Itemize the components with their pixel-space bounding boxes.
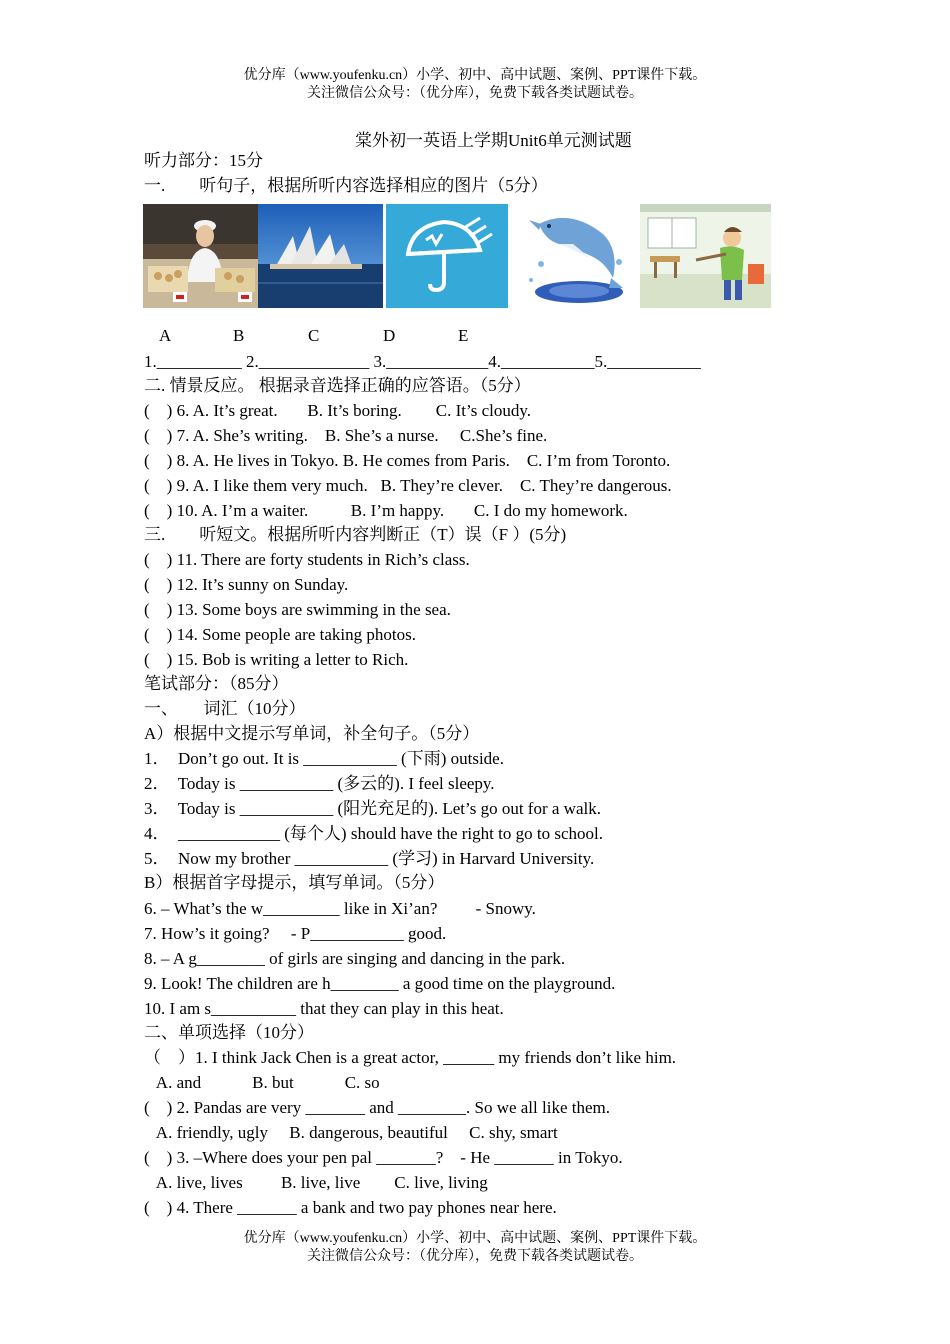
vocab-question-1: 1． Don’t go out. It is ___________ (下雨) outside. [144, 749, 504, 768]
vocab-question-7: 7. How’s it going? - P___________ good. [144, 924, 447, 943]
choice-question-2: ( ) 2. Pandas are very _______ and ________. So we all like them. [144, 1098, 610, 1117]
vocab-question-8: 8. – A g________ of girls are singing and dancing in the park. [144, 949, 566, 968]
picture-label-c: C [308, 326, 320, 345]
choice-question-4: ( ) 4. There _______ a bank and two pay phones near here. [144, 1198, 557, 1217]
vocab-question-3: 3． Today is ___________ (阳光充足的). Let’s go out for a walk. [144, 799, 601, 818]
vocab-question-5: 5． Now my brother ___________ (学习) in Harvard University. [144, 849, 595, 868]
vocab-question-10: 10. I am s__________ that they can play in this heat. [144, 999, 504, 1018]
question-10: ( ) 10. A. I’m a waiter. B. I’m happy. C. I do my homework. [144, 501, 628, 520]
picture-label-d: D [383, 326, 396, 345]
part3-instruction: 三. 听短文。根据所听内容判断正（T）误（F ）(5分) [144, 525, 567, 544]
vocab-question-2: 2． Today is ___________ (多云的). I feel sleepy. [144, 774, 495, 793]
picture-label-b: B [233, 326, 245, 345]
picture-d-dolphin [515, 204, 633, 308]
question-8: ( ) 8. A. He lives in Tokyo. B. He comes from Paris. C. I’m from Toronto. [144, 451, 671, 470]
picture-b-sydney-opera-house [258, 204, 383, 308]
question-6: ( ) 6. A. It’s great. B. It’s boring. C. It’s cloudy. [144, 401, 532, 420]
question-14: ( ) 14. Some people are taking photos. [144, 625, 416, 644]
question-15: ( ) 15. Bob is writing a letter to Rich. [144, 650, 409, 669]
part-b-instruction: B）根据首字母提示，填写单词。（5分） [144, 873, 445, 892]
vocab-question-4: 4． ____________ (每个人) should have the right to go to school. [144, 824, 603, 843]
choice-options-2: A. friendly, ugly B. dangerous, beautiful C. shy, smart [144, 1123, 558, 1142]
picture-label-a: A [159, 326, 172, 345]
header-line-1: 优分库（www.youfenku.cn）小学、初中、高中试题、案例、PPT课件下载。 [243, 68, 707, 83]
choice-options-3: A. live, lives B. live, live C. live, living [144, 1173, 488, 1192]
vocab-question-9: 9. Look! The children are h________ a good time on the playground. [144, 974, 616, 993]
question-11: ( ) 11. There are forty students in Rich’s class. [144, 550, 470, 569]
picture-c-rain-umbrella-icon [386, 204, 508, 308]
answer-blanks: 1.__________ 2._____________ 3.____________4.___________5.___________ [144, 352, 701, 371]
footer-line-2: 关注微信公众号：（优分库），免费下载各类试题试卷。 [307, 1249, 643, 1264]
part2-instruction: 二. 情景反应。 根据录音选择正确的应答语。（5分） [144, 376, 531, 395]
picture-a-shop-worker [143, 204, 258, 308]
question-13: ( ) 13. Some boys are swimming in the sea. [144, 600, 451, 619]
question-9: ( ) 9. A. I like them very much. B. They’re clever. C. They’re dangerous. [144, 476, 672, 495]
choice-question-3: ( ) 3. –Where does your pen pal _______? - He _______ in Tokyo. [144, 1148, 623, 1167]
question-7: ( ) 7. A. She’s writing. B. She’s a nurse. C.She’s fine. [144, 426, 548, 445]
picture-e-cleaning-classroom [640, 204, 771, 308]
header-line-2: 关注微信公众号：（优分库），免费下载各类试题试卷。 [307, 86, 643, 101]
vocab-question-6: 6. – What’s the w_________ like in Xi’an? - Snowy. [144, 899, 536, 918]
footer-line-1: 优分库（www.youfenku.cn）小学、初中、高中试题、案例、PPT课件下载。 [243, 1231, 707, 1246]
picture-label-e: E [458, 326, 469, 345]
choice-heading: 二、单项选择（10分） [144, 1023, 314, 1042]
page-title: 棠外初一英语上学期Unit6单元测试题 [355, 131, 632, 150]
written-heading: 笔试部分：（85分） [144, 674, 289, 693]
vocab-heading: 一、 词汇（10分） [144, 699, 306, 718]
part-a-instruction: A）根据中文提示写单词，补全句子。（5分） [144, 724, 480, 743]
choice-question-1: （ ）1. I think Jack Chen is a great actor, ______ my friends don’t like him. [144, 1048, 677, 1067]
listening-heading: 听力部分：15分 [144, 151, 263, 170]
part1-instruction: 一. 听句子，根据所听内容选择相应的图片（5分） [144, 176, 548, 195]
choice-options-1: A. and B. but C. so [144, 1073, 380, 1092]
question-12: ( ) 12. It’s sunny on Sunday. [144, 575, 349, 594]
